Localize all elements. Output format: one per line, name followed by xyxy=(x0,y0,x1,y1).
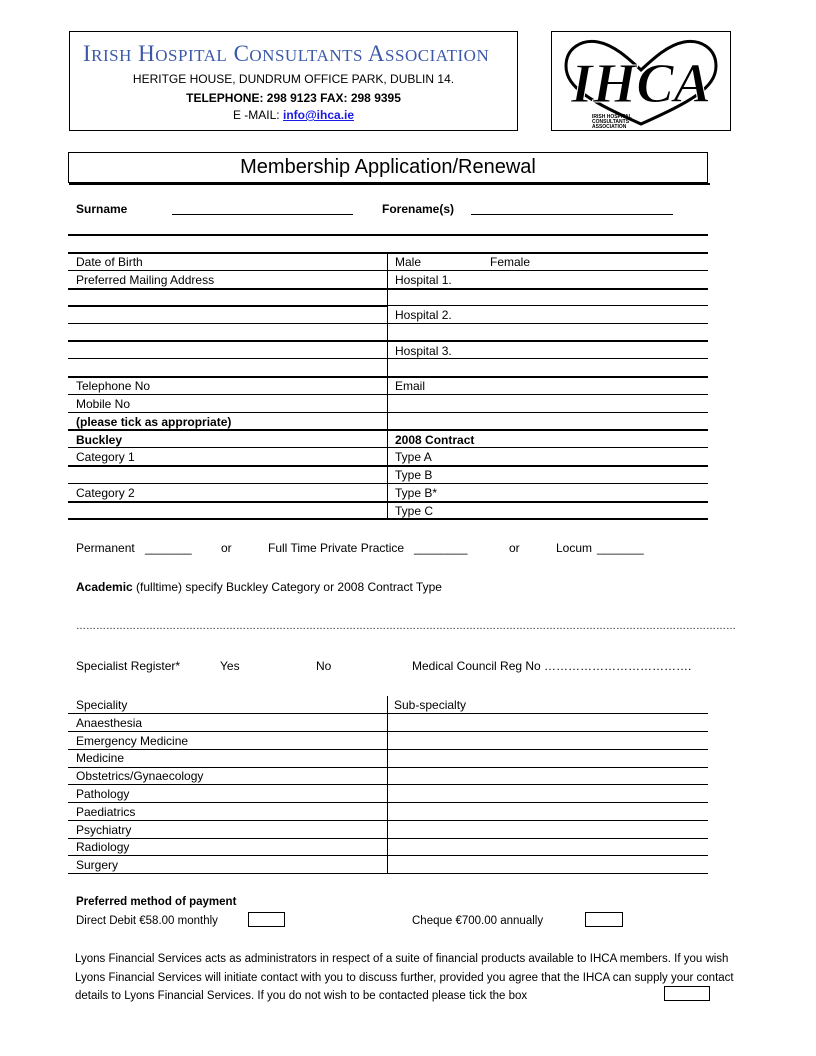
svg-text:CONSULTANTS: CONSULTANTS xyxy=(592,119,630,125)
row-line xyxy=(68,518,708,520)
row-line xyxy=(68,483,708,484)
or-text: or xyxy=(221,541,232,555)
male-option[interactable]: Male xyxy=(395,255,422,269)
row-line xyxy=(68,288,708,290)
header-address: HERITGE HOUSE, DUNDRUM OFFICE PARK, DUBLIN 14. xyxy=(132,72,455,86)
header-email-label: E -MAIL: xyxy=(232,108,283,122)
dob-label: Date of Birth xyxy=(76,255,143,269)
row-line xyxy=(68,270,708,271)
row-line xyxy=(68,820,708,821)
speciality-item[interactable]: Anaesthesia xyxy=(76,716,143,730)
speciality-item[interactable]: Paediatrics xyxy=(76,805,136,819)
locum-label: Locum xyxy=(556,541,593,555)
academic-field[interactable]: ……………………………………………………………………………………………………………………………………………………………………………… xyxy=(76,621,736,632)
subspecialty-heading: Sub-specialty xyxy=(394,698,467,712)
divider xyxy=(68,234,708,236)
hospital-1-label: Hospital 1. xyxy=(395,273,452,287)
locum-field[interactable]: _______ xyxy=(597,541,644,555)
form-title: Membership Application/Renewal xyxy=(68,152,708,183)
telephone-label: Telephone No xyxy=(76,379,151,393)
permanent-field[interactable]: _______ xyxy=(145,541,192,555)
type-bstar-option[interactable]: Type B* xyxy=(395,486,438,500)
category-1-option[interactable]: Category 1 xyxy=(76,450,135,464)
medical-council-field[interactable]: Medical Council Reg No ………………………………. xyxy=(412,659,692,673)
specialist-register-label: Specialist Register* xyxy=(76,659,181,673)
row-line xyxy=(68,429,708,431)
header-telephone: TELEPHONE: 298 9123 FAX: 298 9395 xyxy=(186,91,401,105)
row-line xyxy=(68,394,708,395)
academic-bold: Academic xyxy=(76,580,133,594)
surname-field[interactable] xyxy=(172,214,353,215)
ihca-logo xyxy=(552,32,730,130)
row-line xyxy=(68,501,708,503)
academic-line xyxy=(76,580,442,594)
row-line xyxy=(68,447,708,448)
tick-instruction: (please tick as appropriate) xyxy=(76,415,232,429)
table-divider xyxy=(387,253,388,519)
speciality-item[interactable]: Surgery xyxy=(76,858,119,872)
fulltime-field[interactable]: ________ xyxy=(414,541,468,555)
row-line xyxy=(68,749,708,750)
row-line xyxy=(68,340,708,342)
row-line xyxy=(68,802,708,803)
header-email-line xyxy=(69,108,518,122)
payment-heading: Preferred method of payment xyxy=(76,896,237,908)
direct-debit-checkbox[interactable] xyxy=(248,912,285,927)
category-2-option[interactable]: Category 2 xyxy=(76,486,135,500)
svg-text:IHCA: IHCA xyxy=(570,53,712,115)
row-line xyxy=(68,784,708,785)
mailing-address-label: Preferred Mailing Address xyxy=(76,273,215,287)
row-line xyxy=(387,305,708,306)
row-line xyxy=(68,855,708,856)
svg-text:IRISH HOSPITAL: IRISH HOSPITAL xyxy=(592,114,632,120)
cheque-label: Cheque €700.00 annually xyxy=(412,915,544,927)
direct-debit-label: Direct Debit €58.00 monthly xyxy=(76,915,218,927)
no-option[interactable]: No xyxy=(316,659,332,673)
forename-field[interactable] xyxy=(471,214,673,215)
association-name: IRISH HOSPITAL CONSULTANTS ASSOCIATION xyxy=(83,41,490,66)
yes-option[interactable]: Yes xyxy=(220,659,240,673)
type-a-option[interactable]: Type A xyxy=(395,450,432,464)
type-c-option[interactable]: Type C xyxy=(395,504,434,518)
logo-box xyxy=(551,31,731,131)
email-label: Email xyxy=(395,379,426,393)
buckley-heading: Buckley xyxy=(76,433,123,447)
row-line xyxy=(68,412,708,413)
row-line xyxy=(68,376,708,378)
hospital-3-label: Hospital 3. xyxy=(395,344,452,358)
row-line xyxy=(68,767,708,768)
hospital-2-label: Hospital 2. xyxy=(395,308,452,322)
row-line xyxy=(68,873,708,874)
fulltime-label: Full Time Private Practice xyxy=(268,541,405,555)
row-line xyxy=(68,838,708,839)
contract-heading: 2008 Contract xyxy=(395,433,475,447)
speciality-item[interactable]: Emergency Medicine xyxy=(76,734,189,748)
academic-rest: (fulltime) specify Buckley Category or 2008 Contract Type xyxy=(132,580,442,594)
header-email-link[interactable]: info@ihca.ie xyxy=(282,108,355,122)
speciality-heading: Speciality xyxy=(76,698,128,712)
speciality-item[interactable]: Medicine xyxy=(76,751,125,765)
speciality-item[interactable]: Radiology xyxy=(76,840,130,854)
permanent-label: Permanent xyxy=(76,541,135,555)
speciality-item[interactable]: Psychiatry xyxy=(76,823,132,837)
row-line xyxy=(68,465,708,467)
no-contact-checkbox[interactable] xyxy=(664,986,710,1001)
table-top-line xyxy=(68,252,708,254)
svg-text:ASSOCIATION: ASSOCIATION xyxy=(592,124,627,130)
cheque-checkbox[interactable] xyxy=(585,912,623,927)
row-line xyxy=(68,323,708,324)
row-line xyxy=(68,358,708,359)
or-text: or xyxy=(509,541,520,555)
female-option[interactable]: Female xyxy=(490,255,531,269)
row-line xyxy=(68,713,708,714)
lyons-disclaimer: Lyons Financial Services acts as administrators in respect of a suite of financial products available to IHCA members. If you wish Lyons Financial Services will initiate contact with you to discuss further, provided you agree that the IHCA can supply your contact details to Lyons Financial Services. If you do not wish to be contacted please tick the box xyxy=(75,953,734,1002)
forename-label: Forename(s) xyxy=(382,202,455,216)
type-b-option[interactable]: Type B xyxy=(395,468,433,482)
mobile-label: Mobile No xyxy=(76,397,131,411)
surname-label: Surname xyxy=(76,202,128,216)
row-line xyxy=(68,305,387,307)
speciality-item[interactable]: Obstetrics/Gynaecology xyxy=(76,769,204,783)
row-line xyxy=(68,731,708,732)
speciality-item[interactable]: Pathology xyxy=(76,787,130,801)
